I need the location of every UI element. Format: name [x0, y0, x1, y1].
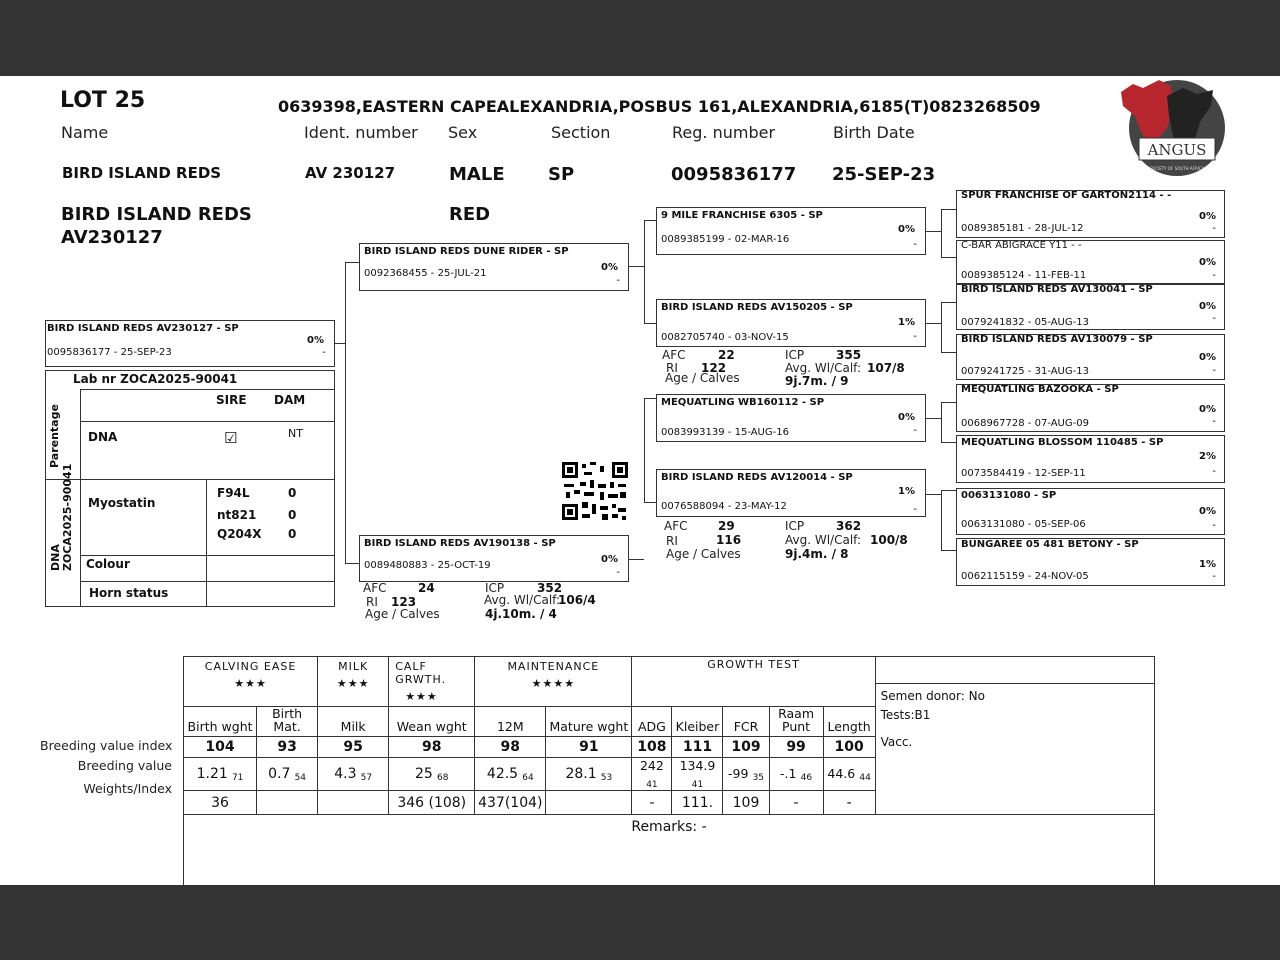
- dam-dash: -: [616, 567, 620, 578]
- bv-accuracy: 54: [294, 772, 307, 783]
- gg7-title: 0063131080 - SP: [961, 490, 1057, 501]
- great-grandparent-1[interactable]: [956, 190, 1225, 238]
- calf-stars: ★★★: [405, 690, 438, 703]
- logo-subtext: SOCIETY OF SOUTH AFRICA: [1149, 166, 1205, 171]
- bv-number: 1.21: [196, 765, 228, 782]
- bv-number: -99: [728, 765, 749, 781]
- gg6-reg: 0073584419 - 12-SEP-11: [961, 468, 1086, 479]
- sire-sire-pct: 0%: [898, 224, 915, 235]
- bv-value: [823, 758, 875, 791]
- dam-dam-box[interactable]: [656, 469, 926, 517]
- calf-growth-group: CALF GRWTH. ★★★: [389, 657, 475, 707]
- sire-dam-pct: 1%: [898, 317, 915, 328]
- q204x-value: 0: [288, 527, 297, 541]
- bv-accuracy: 71: [231, 772, 244, 783]
- wi-value: 111.: [672, 791, 723, 815]
- subject-box[interactable]: [45, 320, 335, 367]
- sex-header: Sex: [448, 123, 478, 142]
- section-header: Section: [551, 123, 611, 142]
- column-header: Mature wght: [546, 707, 632, 737]
- gg2-dash: -: [1212, 270, 1216, 281]
- dam-dam-ri: 116: [716, 533, 742, 547]
- bvi-value: 104: [184, 737, 257, 758]
- bvi-value: 100: [823, 737, 875, 758]
- bv-number: 44.6: [827, 765, 856, 781]
- breeding-values-table: [183, 656, 1155, 885]
- gg3-pct: 0%: [1199, 301, 1216, 312]
- great-grandparent-8[interactable]: [956, 538, 1225, 586]
- dna-label: DNA: [88, 430, 118, 444]
- animal-section: SP: [548, 164, 575, 185]
- bv-accuracy: 53: [600, 772, 613, 783]
- gg2-pct: 0%: [1199, 257, 1216, 268]
- milk-group: MILK ★★★: [318, 657, 389, 707]
- logo-text: ANGUS: [1147, 141, 1207, 159]
- bv-number: 134.9: [679, 758, 716, 773]
- bv-accuracy: 46: [800, 772, 813, 783]
- sire-dam-ri: 122: [701, 361, 727, 375]
- sire-dam-icp-label: ICP: [785, 348, 805, 362]
- calving-ease-group: CALVING EASE ★★★: [184, 657, 318, 707]
- great-grandparent-6[interactable]: [956, 435, 1225, 483]
- great-grandparent-2[interactable]: [956, 240, 1225, 284]
- dam-dam-age: 9j.4m. / 8: [785, 547, 849, 561]
- tests: Tests:B1: [880, 708, 931, 722]
- great-grandparent-4[interactable]: [956, 334, 1225, 380]
- sire-dam-box[interactable]: [656, 299, 926, 347]
- gg3-title: BIRD ISLAND REDS AV130041 - SP: [961, 284, 1153, 295]
- gg8-title: BUNGAREE 05 481 BETONY - SP: [961, 539, 1139, 550]
- column-header: Kleiber: [672, 707, 723, 737]
- bv-row-label: Breeding value: [77, 758, 172, 773]
- dam-dam-dash: -: [913, 504, 917, 515]
- pedigree-page: [0, 76, 1280, 885]
- milk-stars: ★★★: [336, 677, 370, 690]
- gg7-dash: -: [1212, 520, 1216, 531]
- dam-sire-dash: -: [913, 425, 917, 436]
- horn-label: Horn status: [89, 586, 169, 600]
- wi-value: [257, 791, 318, 815]
- column-header: Milk: [318, 707, 389, 737]
- maint-stars: ★★★★: [531, 677, 576, 690]
- sire-reg: 0092368455 - 25-JUL-21: [364, 268, 487, 279]
- bv-value: [546, 758, 632, 791]
- gg1-title: SPUR FRANCHISE OF GARTON2114 - -: [961, 190, 1172, 201]
- bv-number: 25: [415, 765, 433, 782]
- dam-dam-pct: 1%: [898, 486, 915, 497]
- subject-pct: 0%: [307, 335, 324, 346]
- bv-accuracy: 64: [522, 772, 534, 783]
- wi-value: 109: [723, 791, 769, 815]
- dam-title: BIRD ISLAND REDS AV190138 - SP: [364, 538, 556, 549]
- sire-dam-afc: 22: [718, 348, 735, 362]
- bv-value: [184, 758, 257, 791]
- ident-header: Ident. number: [304, 123, 418, 142]
- qr-code: [562, 462, 628, 520]
- dam-dam-reg: 0076588094 - 23-MAY-12: [661, 501, 787, 512]
- gg1-dash: -: [1212, 223, 1216, 234]
- dam-age-label: Age / Calves: [365, 607, 440, 621]
- bv-accuracy: 41: [646, 780, 658, 790]
- great-grandparent-5[interactable]: [956, 384, 1225, 432]
- dam-dam-afc: 29: [718, 519, 735, 533]
- calving-stars: ★★★: [234, 677, 267, 690]
- wi-value: [546, 791, 632, 815]
- animal-reg: 0095836177: [671, 164, 797, 185]
- gg4-pct: 0%: [1199, 352, 1216, 363]
- great-grandparent-3[interactable]: [956, 284, 1225, 330]
- dam-sire-title: MEQUATLING WB160112 - SP: [661, 397, 825, 408]
- bv-number: 4.3: [334, 765, 357, 782]
- dam-dam-ri-label: RI: [666, 534, 678, 548]
- sire-sire-dash: -: [913, 239, 917, 250]
- f94l-value: 0: [288, 486, 297, 500]
- maintenance-group: MAINTENANCE ★★★★: [475, 657, 632, 707]
- bv-number: -.1: [780, 765, 797, 781]
- bv-accuracy: 44: [859, 772, 871, 783]
- gg3-reg: 0079241832 - 05-AUG-13: [961, 317, 1089, 328]
- dam-dam-avg: 100/8: [870, 533, 908, 547]
- dam-box[interactable]: [359, 535, 629, 582]
- notes-cell: [875, 657, 1154, 815]
- remarks: Remarks: -: [184, 815, 1155, 886]
- sire-dam-age: 9j.7m. / 9: [785, 374, 849, 388]
- gg8-reg: 0062115159 - 24-NOV-05: [961, 571, 1089, 582]
- reg-header: Reg. number: [672, 123, 776, 142]
- dam-pct: 0%: [601, 554, 618, 565]
- dam-afc: 24: [418, 581, 435, 595]
- sire-sire-box[interactable]: [656, 207, 926, 255]
- animal-colour: RED: [449, 204, 491, 225]
- nt821-label: nt821: [217, 508, 257, 522]
- vacc: Vacc.: [880, 735, 913, 749]
- bvi-value: 98: [475, 737, 546, 758]
- lab-sire-header: SIRE: [216, 393, 247, 407]
- bv-value: [672, 758, 723, 791]
- dam-dam-icp: 362: [836, 519, 862, 533]
- dam-dam-age-label: Age / Calves: [666, 547, 741, 561]
- wi-value: [318, 791, 389, 815]
- angus-logo: [1115, 76, 1227, 180]
- dam-ri-label: RI: [366, 595, 378, 609]
- gg5-reg: 0068967728 - 07-AUG-09: [961, 418, 1089, 429]
- great-grandparent-7[interactable]: [956, 488, 1225, 535]
- bvi-value: 99: [769, 737, 823, 758]
- gg1-reg: 0089385181 - 28-JUL-12: [961, 223, 1084, 234]
- gg4-reg: 0079241725 - 31-AUG-13: [961, 366, 1089, 377]
- sire-dam-dash: -: [913, 331, 917, 342]
- gg7-pct: 0%: [1199, 506, 1216, 517]
- bv-number: 28.1: [565, 765, 597, 782]
- gg8-dash: -: [1212, 571, 1216, 582]
- dam-avg: 106/4: [558, 593, 596, 607]
- column-header: Length: [823, 707, 875, 737]
- bvi-value: 93: [257, 737, 318, 758]
- gg3-dash: -: [1212, 313, 1216, 324]
- sire-dam-icp: 355: [836, 348, 862, 362]
- dam-sire-box[interactable]: [656, 394, 926, 442]
- gg2-title: C-BAR ABIGRACE Y11 - -: [961, 240, 1082, 251]
- animal-sex: MALE: [449, 164, 505, 185]
- gg6-pct: 2%: [1199, 451, 1216, 462]
- subject-reg: 0095836177 - 25-SEP-23: [47, 347, 172, 358]
- sire-box[interactable]: [359, 243, 629, 291]
- f94l-label: F94L: [217, 486, 250, 500]
- dna-sire-check-icon: ☑: [224, 429, 238, 447]
- dam-sire-reg: 0083993139 - 15-AUG-16: [661, 427, 789, 438]
- myostatin-label: Myostatin: [88, 496, 156, 510]
- qr-code-graphic: [562, 462, 628, 520]
- angus-logo-graphic: [1115, 76, 1227, 180]
- gg6-title: MEQUATLING BLOSSOM 110485 - SP: [961, 437, 1164, 448]
- sire-sire-reg: 0089385199 - 02-MAR-16: [661, 234, 790, 245]
- q204x-label: Q204X: [217, 527, 262, 541]
- owner-address: 0639398,EASTERN CAPEALEXANDRIA,POSBUS 161,ALEXANDRIA,6185(T)0823268509: [278, 97, 1041, 116]
- sire-dam-ri-label: RI: [666, 361, 678, 375]
- sire-dash: -: [616, 275, 620, 286]
- dam-reg: 0089480883 - 25-OCT-19: [364, 560, 491, 571]
- animal-full-name-1: BIRD ISLAND REDS: [61, 204, 252, 225]
- column-header: 12M: [475, 707, 546, 737]
- sire-pct: 0%: [601, 262, 618, 273]
- bv-accuracy: 41: [691, 780, 704, 790]
- animal-ident: AV 230127: [305, 164, 396, 182]
- sire-title: BIRD ISLAND REDS DUNE RIDER - SP: [364, 246, 569, 257]
- gg7-reg: 0063131080 - 05-SEP-06: [961, 519, 1086, 530]
- column-header: Birth Mat.: [257, 707, 318, 737]
- parentage-label: Parentage: [48, 404, 61, 468]
- bvi-value: 109: [723, 737, 769, 758]
- dam-icp-label: ICP: [485, 581, 505, 595]
- growth-test-group: GROWTH TEST: [632, 657, 875, 707]
- gg2-reg: 0089385124 - 11-FEB-11: [961, 270, 1087, 281]
- wi-value: 346 (108): [389, 791, 475, 815]
- dam-dam-afc-label: AFC: [664, 519, 688, 533]
- dam-avg-label: Avg. Wl/Calf:: [484, 593, 561, 607]
- dna-lab-vertical: DNA ZOCA2025-90041: [49, 463, 74, 571]
- dam-dam-icp-label: ICP: [785, 519, 805, 533]
- lot-number: LOT 25: [60, 88, 146, 113]
- animal-name: BIRD ISLAND REDS: [62, 164, 222, 182]
- bv-value: [475, 758, 546, 791]
- semen-donor: Semen donor: No: [880, 689, 985, 703]
- wi-value: 36: [184, 791, 257, 815]
- bvi-value: 98: [389, 737, 475, 758]
- wi-value: -: [632, 791, 672, 815]
- wi-value: -: [823, 791, 875, 815]
- gg5-dash: -: [1212, 416, 1216, 427]
- bv-value: [723, 758, 769, 791]
- gg6-dash: -: [1212, 466, 1216, 477]
- nt821-value: 0: [288, 508, 297, 522]
- column-header: Birth wght: [184, 707, 257, 737]
- wi-value: 437(104): [475, 791, 546, 815]
- dam-dam-title: BIRD ISLAND REDS AV120014 - SP: [661, 472, 853, 483]
- sire-dam-avg: 107/8: [867, 361, 905, 375]
- sire-sire-title: 9 MILE FRANCHISE 6305 - SP: [661, 210, 823, 221]
- dam-icp: 352: [537, 581, 563, 595]
- dam-sire-pct: 0%: [898, 412, 915, 423]
- bv-value: [389, 758, 475, 791]
- gg4-dash: -: [1212, 365, 1216, 376]
- bvi-value: 91: [546, 737, 632, 758]
- bvi-value: 111: [672, 737, 723, 758]
- bvi-value: 108: [632, 737, 672, 758]
- animal-full-name-2: AV230127: [61, 227, 163, 248]
- sire-dam-reg: 0082705740 - 03-NOV-15: [661, 332, 789, 343]
- lab-dam-header: DAM: [274, 393, 306, 407]
- column-header: Raam Punt: [769, 707, 823, 737]
- animal-birth: 25-SEP-23: [832, 164, 936, 185]
- lab-table: [45, 370, 335, 607]
- bvi-row-label: Breeding value index: [40, 738, 173, 753]
- wi-row-label: Weights/Index: [83, 781, 172, 796]
- dam-dam-avg-label: Avg. Wl/Calf:: [785, 533, 862, 547]
- sire-dam-avg-label: Avg. Wl/Calf:: [785, 361, 862, 375]
- name-header: Name: [61, 123, 109, 142]
- sire-dam-age-label: Age / Calves: [665, 371, 740, 385]
- dna-dam-nt: NT: [288, 427, 303, 440]
- sire-dam-title: BIRD ISLAND REDS AV150205 - SP: [661, 302, 853, 313]
- gg4-title: BIRD ISLAND REDS AV130079 - SP: [961, 334, 1153, 345]
- dam-age: 4j.10m. / 4: [485, 607, 557, 621]
- bv-value: [257, 758, 318, 791]
- bv-value: [632, 758, 672, 791]
- column-header: Wean wght: [389, 707, 475, 737]
- lab-nr: Lab nr ZOCA2025-90041: [73, 372, 238, 386]
- bv-accuracy: 68: [436, 772, 449, 783]
- bvi-value: 95: [318, 737, 389, 758]
- bv-accuracy: 57: [360, 772, 373, 783]
- bv-number: 242: [639, 758, 664, 773]
- gg5-title: MEQUATLING BAZOOKA - SP: [961, 384, 1119, 395]
- column-header: FCR: [723, 707, 769, 737]
- gg1-pct: 0%: [1199, 211, 1216, 222]
- colour-label: Colour: [86, 557, 130, 571]
- birth-header: Birth Date: [833, 123, 915, 142]
- bv-value: [769, 758, 823, 791]
- bv-accuracy: 35: [752, 772, 765, 783]
- dam-afc-label: AFC: [363, 581, 387, 595]
- sire-dam-afc-label: AFC: [662, 348, 686, 362]
- bv-number: 42.5: [486, 765, 519, 782]
- bv-number: 0.7: [268, 765, 291, 782]
- gg5-pct: 0%: [1199, 404, 1216, 415]
- dam-ri: 123: [391, 595, 417, 609]
- column-header: ADG: [632, 707, 672, 737]
- gg8-pct: 1%: [1199, 559, 1216, 570]
- subject-dash: -: [322, 347, 326, 358]
- wi-value: -: [769, 791, 823, 815]
- subject-title: BIRD ISLAND REDS AV230127 - SP: [47, 323, 239, 334]
- bv-value: [318, 758, 389, 791]
